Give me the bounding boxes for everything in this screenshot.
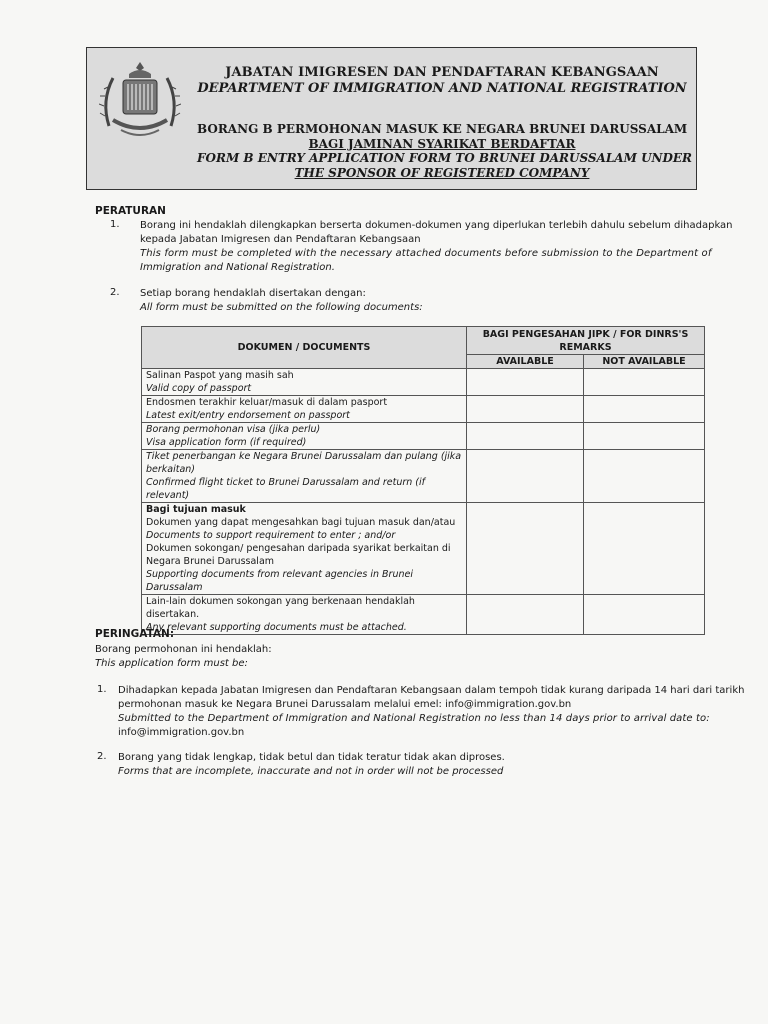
form-title-malay-line2: BAGI JAMINAN SYARIKAT BERDAFTAR [308,137,576,151]
document-group-title: Bagi tujuan masuk [146,504,246,515]
document-malay: Dokumen yang dapat mengesahkan bagi tujuan masuk dan/atau [146,517,456,528]
document-malay: Borang permohonan visa (jika perlu) [146,424,321,435]
rule-1-malay-line1: Borang ini hendaklah dilengkapkan berserta dokumen-dokumen yang diperlukan terlebih dahulu sebelum dihadapkan [140,220,733,231]
warning-1-english-line1: Submitted to the Department of Immigration and National Registration no less than 14 days prior to arrival date to: [118,713,710,724]
rule-2-malay: Setiap borang hendaklah disertakan dengan: [140,288,366,299]
not-available-checkbox-cell[interactable] [584,423,705,450]
available-checkbox-cell[interactable] [467,369,584,396]
rule-2-english: All form must be submitted on the following documents: [140,302,423,313]
form-title-english-line2: THE SPONSOR OF REGISTERED COMPANY [294,166,590,180]
document-english: Documents to support requirement to enter ; and/or [146,530,396,541]
not-available-checkbox-cell[interactable] [584,450,705,503]
peringatan-intro-english: This application form must be: [95,658,248,669]
column-header-not-available: NOT AVAILABLE [584,355,705,369]
table-row [142,369,705,396]
document-malay: Dokumen sokongan/ pengesahan daripada syarikat berkaitan di Negara Brunei Darussalam [146,543,451,567]
rule-1-malay-line2: kepada Jabatan Imigresen dan Pendaftaran Kebangsaan [140,234,421,245]
documents-checklist-table [141,326,705,635]
document-cell [142,369,467,396]
column-header-documents: DOKUMEN / DOCUMENTS [142,327,467,369]
warning-1-malay-line2: permohonan masuk ke Negara Brunei Darussalam melalui emel: info@immigration.gov.bn [118,699,572,710]
document-english: Supporting documents from relevant agencies in Brunei Darussalam [146,569,413,593]
document-cell [142,450,467,503]
available-checkbox-cell[interactable] [467,450,584,503]
document-cell [142,503,467,595]
table-row [142,595,705,635]
form-title-malay-line1: BORANG B PERMOHONAN MASUK KE NEGARA BRUNEI DARUSSALAM [197,122,688,136]
document-malay: Salinan Paspot yang masih sah [146,370,294,381]
email-link[interactable]: info@immigration.gov.bn [445,699,572,710]
not-available-checkbox-cell[interactable] [584,396,705,423]
available-checkbox-cell[interactable] [467,396,584,423]
rule-number: 1. [110,219,120,230]
table-row [142,396,705,423]
brunei-crest-logo [99,56,181,144]
warning-number: 1. [97,684,107,695]
rule-1-english-line2: Immigration and National Registration. [140,262,335,273]
document-english: Confirmed flight ticket to Brunei Darussalam and return (if relevant) [146,477,425,501]
available-checkbox-cell[interactable] [467,595,584,635]
column-header-available: AVAILABLE [467,355,584,369]
table-row [142,423,705,450]
document-malay: Endosmen terakhir keluar/masuk di dalam pasport [146,397,388,408]
rule-1-english-line1: This form must be completed with the necessary attached documents before submission to the Department of [140,248,712,259]
document-malay: Tiket penerbangan ke Negara Brunei Darussalam dan pulang (jika berkaitan) [146,451,462,475]
not-available-checkbox-cell[interactable] [584,595,705,635]
document-cell [142,396,467,423]
department-name-malay: JABATAN IMIGRESEN DAN PENDAFTARAN KEBANGSAAN [225,65,659,80]
warning-2-malay: Borang yang tidak lengkap, tidak betul dan tidak teratur tidak akan diproses. [118,752,505,763]
table-row [142,450,705,503]
not-available-checkbox-cell[interactable] [584,369,705,396]
warning-number: 2. [97,751,107,762]
email-link[interactable]: info@immigration.gov.bn [118,727,245,738]
document-cell [142,595,467,635]
document-english: Visa application form (if required) [146,437,307,448]
available-checkbox-cell[interactable] [467,423,584,450]
not-available-checkbox-cell[interactable] [584,503,705,595]
document-cell [142,423,467,450]
peringatan-intro-malay: Borang permohonan ini hendaklah: [95,644,272,655]
available-checkbox-cell[interactable] [467,503,584,595]
form-title-english-line1: FORM B ENTRY APPLICATION FORM TO BRUNEI DARUSSALAM UNDER [197,151,693,165]
peringatan-heading: PERINGATAN: [95,628,175,640]
department-name-english: DEPARTMENT OF IMMIGRATION AND NATIONAL REGISTRATION [197,81,687,96]
rule-number: 2. [110,287,120,298]
warning-2-english: Forms that are incomplete, inaccurate and not in order will not be processed [118,766,504,777]
document-english: Valid copy of passport [146,383,252,394]
table-row [142,503,705,595]
form-header [86,47,697,190]
document-english: Latest exit/entry endorsement on passport [146,410,350,421]
column-header-remarks: BAGI PENGESAHAN JIPK / FOR DINRS'S REMARKS [467,327,705,355]
document-english: Any relevant supporting documents must be attached. [146,622,407,633]
peraturan-heading: PERATURAN [95,205,166,217]
warning-1-malay-line1: Dihadapkan kepada Jabatan Imigresen dan Pendaftaran Kebangsaan dalam tempoh tidak kurang daripada 14 hari dari tarikh [118,685,745,696]
document-malay: Lain-lain dokumen sokongan yang berkenaan hendaklah disertakan. [146,596,415,620]
